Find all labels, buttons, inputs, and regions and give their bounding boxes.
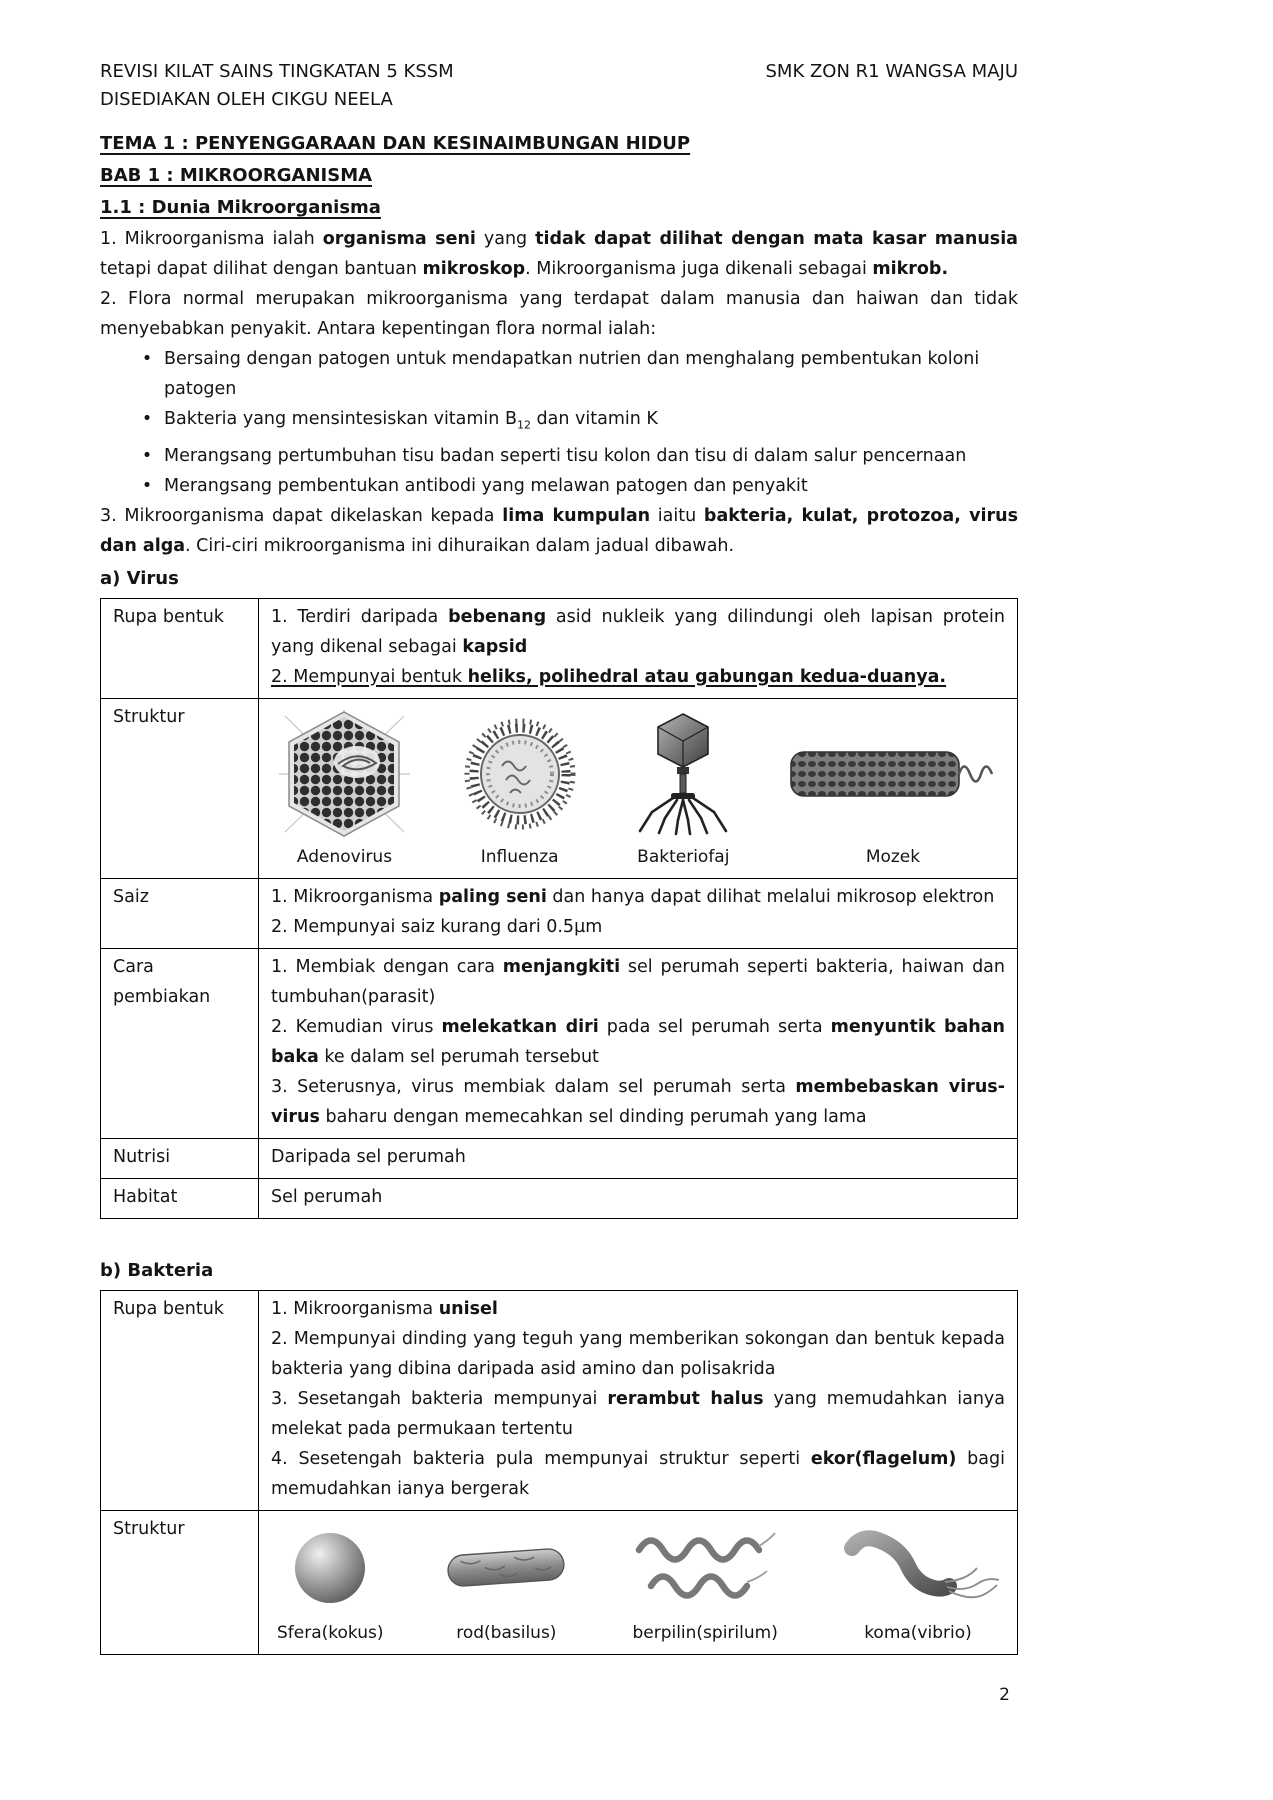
row-label: Rupa bentuk — [101, 598, 259, 698]
list-item — [130, 344, 1018, 404]
row-label: Rupa bentuk — [101, 1290, 259, 1510]
section-heading: 1.1 : Dunia Mikroorganisma — [100, 197, 381, 218]
list-item — [130, 471, 1018, 501]
list-item-text: Merangsang pembentukan antibodi yang melawan patogen dan penyakit — [164, 475, 808, 496]
virus-figure-mozek — [787, 708, 999, 870]
header-title-left: REVISI KILAT SAINS TINGKATAN 5 KSSM — [100, 61, 454, 82]
row-content — [259, 1290, 1018, 1510]
figure-label: koma(vibrio) — [864, 1622, 972, 1643]
virus-row-cara-pembiakan — [101, 948, 1018, 1138]
spiral-spirillum-illustration — [629, 1520, 781, 1616]
figure-label: Bakteriofaj — [637, 846, 730, 867]
row-label: Saiz — [101, 878, 259, 948]
virus-figure-influenza — [460, 708, 580, 870]
bakteria-figure-basilus — [439, 1520, 573, 1646]
cell-text-line: 4. Sesetengah bakteria pula mempunyai struktur seperti ekor(flagelum) bagi memudahkan ianya bergerak — [271, 1448, 1005, 1499]
list-item-text: Merangsang pertumbuhan tisu badan seperti tisu kolon dan tisu di dalam salur pencernaan — [164, 445, 967, 466]
bullet-icon: • — [141, 349, 153, 369]
cell-text-line: 2. Kemudian virus melekatkan diri pada sel perumah serta menyuntik bahan baka ke dalam sel perumah tersebut — [271, 1016, 1005, 1067]
bakteria-row-struktur — [101, 1510, 1018, 1654]
row-content — [259, 1510, 1018, 1654]
cell-text-line: 1. Mikroorganisma paling seni dan hanya dapat dilihat melalui mikrosop elektron — [271, 886, 995, 907]
row-content — [259, 948, 1018, 1138]
cell-text-line: 2. Mempunyai bentuk heliks, polihedral atau gabungan kedua-duanya. — [271, 666, 947, 687]
virus-section-heading: a) Virus — [100, 567, 179, 589]
cell-text-line: 3. Seterusnya, virus membiak dalam sel perumah serta membebaskan virus-virus baharu dengan memecahkan sel dinding perumah yang lama — [271, 1076, 1005, 1127]
coccus-sphere-illustration — [291, 1520, 369, 1616]
virus-row-rupa — [101, 598, 1018, 698]
row-label: Nutrisi — [101, 1138, 259, 1178]
bakteria-section-heading: b) Bakteria — [100, 1259, 214, 1281]
list-item — [130, 441, 1018, 471]
rod-bacillus-illustration — [439, 1520, 573, 1616]
row-label: Habitat — [101, 1178, 259, 1218]
document-header — [100, 58, 1018, 114]
figure-label: Sfera(kokus) — [277, 1622, 384, 1643]
bakteria-row-rupa — [101, 1290, 1018, 1510]
headings-block — [100, 128, 1018, 224]
bakteria-figures — [271, 1514, 1005, 1648]
figure-label: Influenza — [480, 846, 559, 867]
flora-benefits-list — [100, 344, 1018, 501]
mosaic-virus-illustration — [787, 708, 999, 840]
list-item-text: Bakteria yang mensintesiskan vitamin $B_{12}$ dan vitamin K — [164, 409, 658, 432]
bakteria-figure-vibrio — [837, 1520, 999, 1646]
bakteria-figure-kokus — [277, 1520, 384, 1646]
row-content — [259, 878, 1018, 948]
row-content — [259, 698, 1018, 878]
document-page — [100, 0, 1018, 1705]
bakteria-figure-spirilum — [629, 1520, 781, 1646]
row-content — [259, 1138, 1018, 1178]
header-title-right: SMK ZON R1 WANGSA MAJU — [765, 61, 1018, 82]
virus-figures — [271, 702, 1005, 872]
paragraph-3: 3. Mikroorganisma dapat dikelaskan kepada lima kumpulan iaitu bakteria, kulat, protozoa, virus dan alga. Ciri-ciri mikroorganisma ini dihuraikan dalam jadual dibawah. — [100, 505, 1019, 556]
bab-heading: BAB 1 : MIKROORGANISMA — [100, 165, 373, 186]
bacteriophage-illustration — [627, 708, 739, 840]
paragraph-2: 2. Flora normal merupakan mikroorganisma yang terdapat dalam manusia dan haiwan dan tidak menyebabkan penyakit. Antara kepentingan flora normal ialah: — [100, 289, 1018, 339]
influenza-illustration — [460, 708, 580, 840]
cell-text-line: 2. Mempunyai dinding yang teguh yang memberikan sokongan dan bentuk kepada bakteria yang dibina daripada asid amino dan polisakrida — [271, 1328, 1005, 1379]
page-number: 2 — [999, 1684, 1010, 1705]
row-label: Struktur — [101, 698, 259, 878]
tema-heading: TEMA 1 : PENYENGGARAAN DAN KESINAIMBUNGAN HIDUP — [100, 133, 691, 154]
bakteria-table — [100, 1290, 1018, 1655]
cell-text-line: 1. Mikroorganisma unisel — [271, 1298, 498, 1319]
cell-text-line: 1. Membiak dengan cara menjangkiti sel perumah seperti bakteria, haiwan dan tumbuhan(parasit) — [271, 956, 1005, 1007]
cell-text-line: Daripada sel perumah — [271, 1146, 466, 1167]
virus-figure-adenovirus — [277, 708, 412, 870]
adenovirus-illustration — [277, 708, 412, 840]
figure-label: Adenovirus — [296, 846, 393, 867]
row-label: Struktur — [101, 1510, 259, 1654]
cell-text-line: 2. Mempunyai saiz kurang dari 0.5µm — [271, 916, 603, 937]
list-item-text: Bersaing dengan patogen untuk mendapatkan nutrien dan menghalang pembentukan koloni patogen — [164, 349, 980, 399]
row-label: Cara pembiakan — [101, 948, 259, 1138]
row-content — [259, 598, 1018, 698]
figure-label: Mozek — [865, 846, 921, 867]
bullet-icon: • — [141, 475, 153, 496]
cell-text-line: Sel perumah — [271, 1186, 383, 1207]
cell-text-line: 3. Sesetangah bakteria mempunyai rerambut halus yang memudahkan ianya melekat pada permukaan tertentu — [271, 1388, 1006, 1439]
virus-row-habitat — [101, 1178, 1018, 1218]
virus-row-struktur — [101, 698, 1018, 878]
header-subtitle: DISEDIAKAN OLEH CIKGU NEELA — [100, 89, 393, 110]
row-content — [259, 1178, 1018, 1218]
virus-row-saiz — [101, 878, 1018, 948]
virus-table — [100, 598, 1018, 1219]
cell-text-line: 1. Terdiri daripada bebenang asid nukleik yang dilindungi oleh lapisan protein yang dikenal sebagai kapsid — [271, 606, 1005, 657]
figure-label: berpilin(spirilum) — [632, 1622, 778, 1643]
comma-vibrio-illustration — [837, 1520, 999, 1616]
virus-figure-bakteriofaj — [627, 708, 739, 870]
list-item — [130, 404, 1018, 441]
virus-row-nutrisi — [101, 1138, 1018, 1178]
paragraph-1: 1. Mikroorganisma ialah organisma seni yang tidak dapat dilihat dengan mata kasar manusia tetapi dapat dilihat dengan bantuan mikroskop. Mikroorganisma juga dikenali sebagai mikrob. — [100, 229, 1018, 279]
figure-label: rod(basilus) — [456, 1622, 557, 1643]
bullet-icon: • — [141, 445, 153, 466]
bullet-icon: • — [141, 409, 153, 429]
